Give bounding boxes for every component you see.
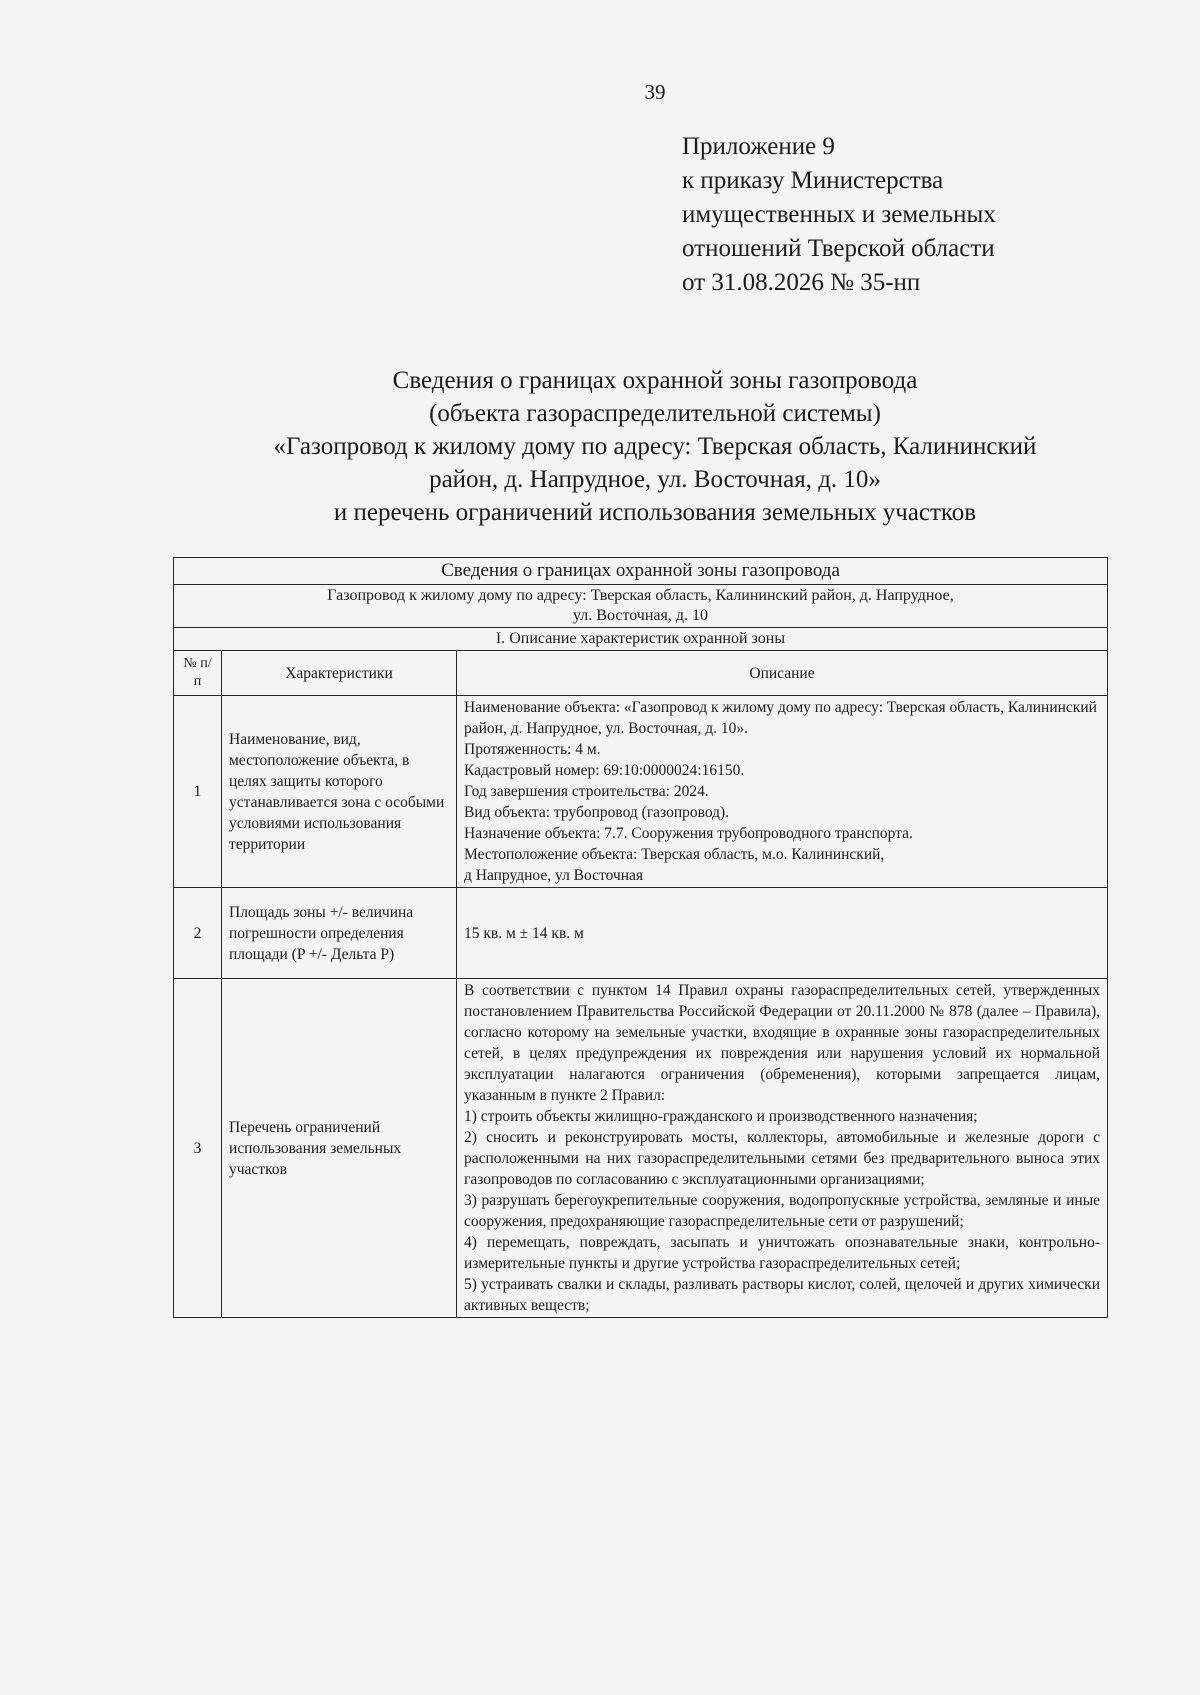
description-paragraph: В соответствии с пунктом 14 Правил охраны газораспределительных сетей, утвержденных постановлением Правительства Российской Федерации от 20.11.2000 № 878 (далее – Правила), согласно которому на земельные участки, входящие в охранные зоны газораспределительных сетей, в целях предупреждения их повреждения или нарушения условий их нормальной эксплуатации налагаются ограничения (обременения), которыми запрещается лицам, указанным в пункте 2 Правил:: [464, 982, 1100, 1104]
title-line: Сведения о границах охранной зоны газопровода: [392, 367, 918, 394]
title-line: «Газопровод к жилому дому по адресу: Тверская область, Калининский: [273, 433, 1037, 460]
zone-boundaries-table: [173, 557, 1108, 1318]
appendix-line: имущественных и земельных: [682, 201, 996, 228]
table-heading: Сведения о границах охранной зоны газопровода: [174, 558, 1108, 585]
description-paragraph: 5) устраивать свалки и склады, разливать растворы кислот, солей, щелочей и других химически активных веществ;: [464, 1276, 1100, 1314]
appendix-line: отношений Тверской области: [682, 235, 995, 262]
description-paragraph: 1) строить объекты жилищно-гражданского и производственного назначения;: [464, 1108, 978, 1125]
description-paragraph: 4) перемещать, повреждать, засыпать и уничтожать опознавательные знаки, контрольно-измерительные пункты и другие устройства газораспределительных сетей;: [464, 1234, 1100, 1272]
table-heading-row: [174, 558, 1108, 585]
row-characteristic: Перечень ограничений использования земельных участков: [222, 979, 457, 1318]
section-title: I. Описание характеристик охранной зоны: [174, 628, 1108, 651]
row-description: 15 кв. м ± 14 кв. м: [457, 888, 1108, 979]
row-characteristic: Площадь зоны +/- величина погрешности определения площади (P +/- Дельта P): [222, 888, 457, 979]
appendix-block: [682, 130, 996, 300]
appendix-line: Приложение 9: [682, 133, 835, 160]
title-line: район, д. Напрудное, ул. Восточная, д. 10»: [429, 466, 881, 493]
table-header-row: [174, 651, 1108, 696]
description-line: Местоположение объекта: Тверская область, м.о. Калининский,: [464, 846, 885, 863]
table-row: [174, 888, 1108, 979]
row-characteristic: Наименование, вид, местоположение объекта, в целях защиты которого устанавливается зона с особыми условиями использования территории: [222, 696, 457, 888]
description-line: Назначение объекта: 7.7. Сооружения трубопроводного транспорта.: [464, 825, 913, 842]
appendix-line: к приказу Министерства: [682, 167, 944, 194]
row-description: [457, 696, 1108, 888]
page-number: 39: [644, 80, 666, 104]
title-line: (объекта газораспределительной системы): [429, 400, 881, 427]
description-paragraph: 3) разрушать берегоукрепительные сооружения, водопропускные устройства, земляные и иные сооружения, предохраняющие газораспределительные сети от разрушений;: [464, 1192, 1100, 1230]
column-header-characteristics: Характеристики: [222, 651, 457, 696]
title-line: и перечень ограничений использования земельных участков: [333, 499, 977, 526]
description-line: д Напрудное, ул Восточная: [464, 867, 644, 884]
document-title: [0, 364, 1200, 529]
description-line: Кадастровый номер: 69:10:0000024:16150.: [464, 762, 745, 779]
description-paragraph: 2) сносить и реконструировать мосты, коллекторы, автомобильные и железные дороги с расположенными на них газораспределительными сетями без предварительного выноса этих газопроводов по согласованию с эксплуатационными организациями;: [464, 1129, 1100, 1188]
description-line: Год завершения строительства: 2024.: [464, 783, 709, 800]
appendix-line: от 31.08.2026 № 35-нп: [682, 269, 921, 296]
row-number: 3: [174, 979, 222, 1318]
column-header-number: № п/п: [174, 651, 222, 696]
table-section-row: [174, 628, 1108, 651]
row-description: [457, 979, 1108, 1318]
description-line: Вид объекта: трубопровод (газопровод).: [464, 804, 730, 821]
column-header-description: Описание: [457, 651, 1108, 696]
table-row: [174, 979, 1108, 1318]
row-number: 2: [174, 888, 222, 979]
object-line: ул. Восточная, д. 10: [572, 607, 709, 624]
table-row: [174, 696, 1108, 888]
table-object-name: [174, 585, 1108, 628]
description-line: Наименование объекта: «Газопровод к жилому дому по адресу: Тверская область, Калининский район, д. Напрудное, ул. Восточная, д. 10».: [464, 699, 1097, 737]
table-object-row: [174, 585, 1108, 628]
object-line: Газопровод к жилому дому по адресу: Тверская область, Калининский район, д. Напрудное,: [327, 587, 954, 604]
row-number: 1: [174, 696, 222, 888]
description-line: Протяженность: 4 м.: [464, 741, 601, 758]
